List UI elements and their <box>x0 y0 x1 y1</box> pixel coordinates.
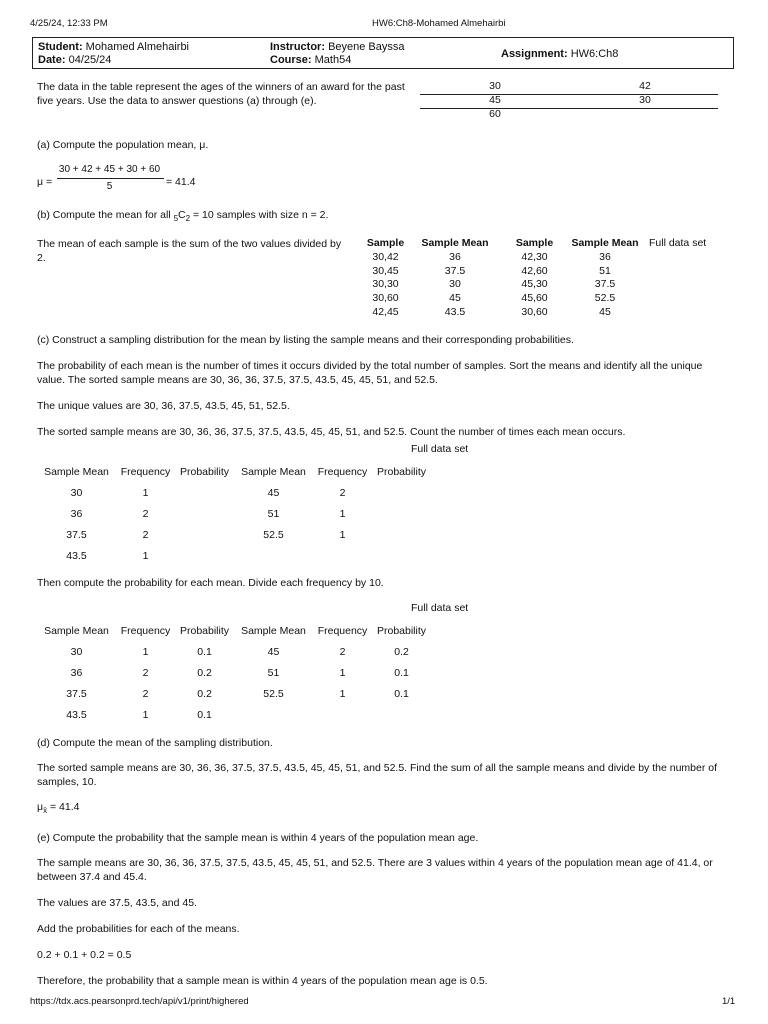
mu-lhs: μ = <box>37 176 53 188</box>
student-label: Student: <box>38 41 83 53</box>
fraction-numerator: 30 + 42 + 45 + 30 + 60 <box>58 164 161 175</box>
table-row <box>37 545 431 566</box>
part-b-title-rest: = 10 samples with size n = 2. <box>193 209 329 221</box>
column-header: Sample Mean <box>241 625 306 637</box>
table-cell: 2 <box>142 687 149 700</box>
table-cell <box>175 524 234 545</box>
table-cell <box>372 503 431 524</box>
fraction-denominator: 5 <box>106 181 113 192</box>
table-cell <box>313 545 372 566</box>
mu-xbar-result <box>37 801 79 815</box>
combination-r: 2 <box>185 214 191 224</box>
sample-cell: 45,30 <box>521 278 548 291</box>
mean-cell: 45 <box>449 292 461 305</box>
table-cell: 45 <box>267 486 280 499</box>
table-cell <box>175 503 234 524</box>
print-url: https://tdx.acs.pearsonprd.tech/api/v1/print/highered <box>30 996 249 1007</box>
sample-cell: 45,60 <box>521 292 548 305</box>
table-cell <box>372 482 431 503</box>
instructor-name: Beyene Bayssa <box>328 41 405 53</box>
table-cell: 52.5 <box>263 687 284 700</box>
table-cell: 30 <box>70 486 83 499</box>
part-d-p1: The sorted sample means are 30, 36, 36, 37.5, 37.5, 43.5, 45, 45, 51, and 52.5. Find the sum of all the sample means and divide by the number of samples, 10. <box>37 762 718 788</box>
student-line <box>38 40 189 54</box>
column-header: Sample Mean <box>571 237 639 249</box>
assignment-line <box>501 47 618 61</box>
table-row <box>37 662 431 683</box>
column-header: Probability <box>179 625 230 637</box>
sample-cell: 30,60 <box>521 305 548 318</box>
table-cell: 2 <box>142 666 149 679</box>
column-header: Probability <box>376 466 427 478</box>
data-table-rule <box>420 108 718 109</box>
column-header: Sample Mean <box>44 625 109 637</box>
mean-col-2 <box>565 237 645 320</box>
table-cell: 45 <box>267 645 280 658</box>
data-cell: 42 <box>639 80 651 92</box>
table-cell: 0.2 <box>394 645 409 658</box>
table-cell <box>175 545 234 566</box>
column-header: Probability <box>376 625 427 637</box>
table-cell: 37.5 <box>66 528 87 541</box>
course-label: Course: <box>270 54 312 66</box>
table-cell: 0.1 <box>394 666 409 679</box>
table-cell: 37.5 <box>66 687 87 700</box>
instructor-line <box>270 40 405 54</box>
part-d-result: = 41.4 <box>49 801 80 813</box>
part-b-title <box>37 209 328 223</box>
table-cell: 1 <box>142 549 149 562</box>
column-header: Frequency <box>317 466 368 478</box>
sample-cell: 30,60 <box>372 292 399 305</box>
table-cell <box>313 704 372 725</box>
course-value: Math54 <box>314 54 352 66</box>
table-cell: 2 <box>142 507 149 520</box>
part-a-title: (a) Compute the population mean, μ. <box>37 139 209 151</box>
table-cell: 1 <box>339 528 346 541</box>
sample-col-2 <box>507 237 562 320</box>
assignment-label: Assignment: <box>501 48 568 60</box>
table-cell: 1 <box>339 687 346 700</box>
mu-symbol: μ <box>37 801 44 813</box>
part-e-title: (e) Compute the probability that the sample mean is within 4 years of the population mean age. <box>37 832 479 844</box>
part-c-p4: Then compute the probability for each mean. Divide each frequency by 10. <box>37 577 384 589</box>
part-e-p4: 0.2 + 0.1 + 0.2 = 0.5 <box>37 949 132 961</box>
date-line <box>38 53 111 67</box>
sample-cell: 30,30 <box>372 278 399 291</box>
table-header-row <box>37 462 431 482</box>
intro-text: The data in the table represent the ages of the winners of an award for the past five years. Use the data to answer questions (a) through (e). <box>37 81 405 107</box>
full-data-set-link[interactable]: Full data set <box>411 443 469 455</box>
table-cell: 1 <box>142 486 149 499</box>
data-cell: 30 <box>489 80 501 92</box>
instructor-label: Instructor: <box>270 41 325 53</box>
sample-cell: 42,30 <box>521 250 548 263</box>
print-page-count: 1/1 <box>722 996 736 1007</box>
mean-cell: 45 <box>599 305 611 318</box>
course-line <box>270 53 351 67</box>
print-datetime: 4/25/24, 12:33 PM <box>30 18 108 29</box>
mean-cell: 36 <box>449 250 461 263</box>
frequency-table <box>37 462 431 566</box>
combination-c: C <box>178 209 186 221</box>
part-d-title: (d) Compute the mean of the sampling distribution. <box>37 737 273 749</box>
combination-n: 5 <box>173 214 179 224</box>
table-cell: 0.2 <box>197 687 212 700</box>
part-e-p1: The sample means are 30, 36, 36, 37.5, 37.5, 43.5, 45, 45, 51, and 52.5. There are 3 values within 4 years of the population mean age of 41.4, or between 37.4 and 45.4. <box>37 857 713 883</box>
table-cell: 2 <box>142 528 149 541</box>
table-cell: 2 <box>339 645 346 658</box>
full-data-set-link[interactable]: Full data set <box>649 237 707 249</box>
column-header: Probability <box>179 466 230 478</box>
date-value: 04/25/24 <box>68 54 112 66</box>
date-label: Date: <box>38 54 66 66</box>
table-row <box>37 482 431 503</box>
column-header: Frequency <box>317 625 368 637</box>
table-cell <box>372 545 431 566</box>
table-cell: 51 <box>267 507 280 520</box>
table-cell: 0.1 <box>197 708 212 721</box>
table-cell <box>175 482 234 503</box>
table-cell: 51 <box>267 666 280 679</box>
table-row <box>37 641 431 662</box>
column-header: Frequency <box>120 625 171 637</box>
table-cell <box>372 704 431 725</box>
column-header: Sample Mean <box>241 466 306 478</box>
table-cell: 36 <box>70 666 83 679</box>
table-cell: 30 <box>70 645 83 658</box>
table-row <box>37 524 431 545</box>
mean-cell: 52.5 <box>594 292 616 305</box>
column-header: Sample Mean <box>421 237 489 249</box>
table-cell <box>234 545 313 566</box>
assignment-value: HW6:Ch8 <box>570 48 619 60</box>
part-e-p3: Add the probabilities for each of the means. <box>37 923 240 935</box>
table-cell <box>234 704 313 725</box>
mean-cell: 37.5 <box>444 264 466 277</box>
column-header: Frequency <box>120 466 171 478</box>
print-page-title: HW6:Ch8-Mohamed Almehairbi <box>372 18 506 29</box>
table-cell: 0.1 <box>394 687 409 700</box>
probability-table <box>37 621 431 725</box>
part-c-p3: The sorted sample means are 30, 36, 36, 37.5, 37.5, 43.5, 45, 45, 51, and 52.5. Count the number of times each mean occurs. <box>37 426 626 438</box>
part-e-p2: The values are 37.5, 43.5, and 45. <box>37 897 197 909</box>
sample-cell: 42,60 <box>521 264 548 277</box>
data-table-rule <box>420 94 718 95</box>
table-cell: 2 <box>339 486 346 499</box>
fraction-bar <box>57 178 164 179</box>
table-row <box>37 683 431 704</box>
sample-col-1 <box>358 237 413 320</box>
mean-col-1 <box>415 237 495 320</box>
table-row <box>37 704 431 725</box>
mean-cell: 43.5 <box>444 305 466 318</box>
table-cell: 0.1 <box>197 645 212 658</box>
part-e-p5: Therefore, the probability that a sample mean is within 4 years of the population mean age is 0.5. <box>37 975 488 987</box>
data-cell: 45 <box>489 93 501 106</box>
part-c-p2: The unique values are 30, 36, 37.5, 43.5, 45, 51, 52.5. <box>37 400 290 412</box>
table-row <box>37 503 431 524</box>
part-b-title-text: (b) Compute the mean for all <box>37 209 171 221</box>
table-cell: 1 <box>339 666 346 679</box>
part-a-result: = 41.4 <box>166 176 196 188</box>
sample-cell: 42,45 <box>372 305 399 318</box>
full-data-set-link[interactable]: Full data set <box>411 602 469 614</box>
student-name: Mohamed Almehairbi <box>85 41 190 53</box>
data-cell: 30 <box>639 93 651 106</box>
mean-cell: 30 <box>449 278 461 291</box>
column-header: Sample <box>515 237 554 249</box>
mean-cell: 37.5 <box>594 278 616 291</box>
data-col-1 <box>470 80 520 121</box>
table-cell: 43.5 <box>66 708 87 721</box>
table-cell: 36 <box>70 507 83 520</box>
table-cell: 0.2 <box>197 666 212 679</box>
sample-cell: 30,42 <box>372 250 399 263</box>
sample-cell: 30,45 <box>372 264 399 277</box>
mean-cell: 51 <box>599 264 611 277</box>
column-header: Sample Mean <box>44 466 109 478</box>
table-cell: 1 <box>142 645 149 658</box>
assignment-header-box <box>32 37 734 69</box>
table-cell <box>372 524 431 545</box>
table-cell: 1 <box>142 708 149 721</box>
data-cell: 60 <box>489 107 501 120</box>
table-header-row <box>37 621 431 641</box>
table-cell: 52.5 <box>263 528 284 541</box>
part-b-explain: The mean of each sample is the sum of the two values divided by 2. <box>37 238 342 264</box>
table-cell: 1 <box>339 507 346 520</box>
table-cell: 43.5 <box>66 549 87 562</box>
part-c-p1: The probability of each mean is the number of times it occurs divided by the total number of samples. Sort the means and identify all the unique value. The sorted sample means are 30, 36, 36, 37.5, 37.5, 43.5, 45, 45, 51, and 52.5. <box>37 360 703 386</box>
column-header: Sample <box>366 237 405 249</box>
part-c-title: (c) Construct a sampling distribution for the mean by listing the sample means and their corresponding probabilities. <box>37 334 574 346</box>
xbar-subscript: x̄ <box>43 806 48 816</box>
mean-cell: 36 <box>599 250 611 263</box>
